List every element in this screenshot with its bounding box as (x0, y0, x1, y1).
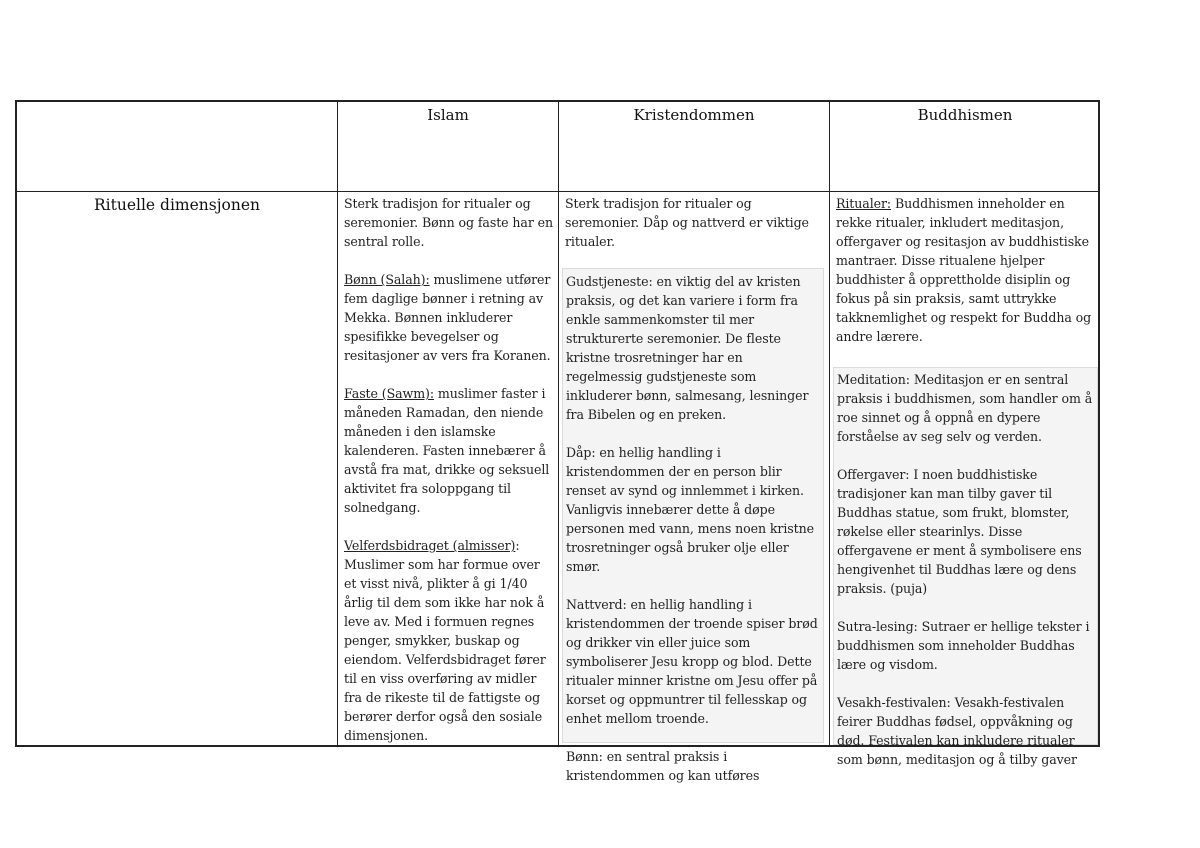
islam-faste-label: Faste (Sawm): (344, 386, 434, 401)
buddhismen-shaded-box (833, 367, 1098, 767)
buddhismen-offergaver: Offergaver: I noen buddhistiske tradisjoner kan man tilby gaver til Buddhas statue, som frukt, blomster, røkelse eller stearinlys. Disse offergavene er ment å symbolisere ens hengivenhet til Buddhas lære og dens praksis. (puja) (837, 467, 1082, 596)
column-divider-2 (558, 102, 559, 745)
islam-velferd-label: Velferdsbidraget (almisser) (344, 538, 516, 553)
islam-faste-text: muslimer faster i måneden Ramadan, den niende måneden i den islamske kalenderen. Fasten innebærer å avstå fra mat, drikke og seksuell aktivitet fra soloppgang til solnedgang. (344, 386, 550, 515)
islam-velferd (344, 536, 554, 745)
kristendommen-detail-cell (566, 272, 820, 785)
row-label-rituelle: Rituelle dimensjonen (94, 196, 260, 214)
header-islam: Islam (427, 106, 469, 124)
comparison-table (15, 100, 1100, 783)
kristendommen-dap: Dåp: en hellig handling i kristendommen der en person blir renset av synd og innlemmet i kirken. Vanligvis innebærer dette å døpe personen med vann, mens noen kristne trosretninger også bruker olje eller smør. (566, 445, 814, 574)
column-divider-1 (337, 102, 338, 745)
islam-cell (344, 194, 554, 745)
header-kristendommen: Kristendommen (633, 106, 755, 124)
buddhismen-ritualer-text: Buddhismen inneholder en rekke ritualer, inkludert meditasjon, offergaver og resitasjon av buddhistiske mantraer. Disse ritualene hjelper buddhister å opprettholde disiplin og fokus på sin praksis, samt uttrykke takknemlighet og respekt for Buddha og andre lærere. (836, 196, 1092, 344)
kristendommen-nattverd: Nattverd: en hellig handling i kristendommen der troende spiser brød og drikker vin eller juice som symboliserer Jesu kropp og blod. Dette ritualer minner kristne om Jesu offer på korset og oppmuntrer til fellesskap og enhet mellom troende. (566, 597, 818, 726)
islam-faste (344, 384, 554, 517)
kristendommen-bonn: Bønn: en sentral praksis i kristendommen og kan utføres (566, 749, 760, 783)
islam-bonn-text: muslimene utfører fem daglige bønner i retning av Mekka. Bønnen inkluderer spesifikke bevegelser og resitasjoner av vers fra Koranen. (344, 272, 551, 363)
header-buddhismen: Buddhismen (917, 106, 1013, 124)
kristendommen-shaded-box (562, 268, 824, 783)
buddhismen-vesakh: Vesakh-festivalen: Vesakh-festivalen feirer Buddhas fødsel, oppvåkning og død. Festivalen kan inkludere ritualer som bønn, meditasjon og å tilby gaver (837, 695, 1077, 767)
kristendommen-gudstjeneste: Gudstjeneste: en viktig del av kristen praksis, og det kan variere i form fra enkle sammenkomster til mer strukturerte seremonier. De fleste kristne trosretninger har en regelmessig gudstjeneste som inkluderer bønn, salmesang, lesninger fra Bibelen og en preken. (566, 274, 809, 422)
kristendommen-intro-cell (565, 194, 821, 251)
buddhismen-ritualer-label: Ritualer: (836, 196, 892, 211)
buddhismen-ritualer (836, 194, 1094, 346)
buddhismen-meditation: Meditation: Meditasjon er en sentral praksis i buddhismen, som handler om å roe sinnet og å oppnå en dypere forståelse av seg selv og verden. (837, 372, 1093, 444)
column-divider-3 (829, 102, 830, 745)
buddhismen-detail-cell (837, 370, 1095, 769)
islam-intro: Sterk tradisjon for ritualer og seremonier. Bønn og faste har en sentral rolle. (344, 196, 554, 249)
islam-bonn (344, 270, 554, 365)
buddhismen-sutra: Sutra-lesing: Sutraer er hellige tekster i buddhismen som inneholder Buddhas lære og visdom. (837, 619, 1090, 672)
kristendommen-intro: Sterk tradisjon for ritualer og seremonier. Dåp og nattverd er viktige ritualer. (565, 196, 809, 249)
buddhismen-intro-cell (836, 194, 1094, 346)
islam-bonn-label: Bønn (Salah): (344, 272, 430, 287)
islam-velferd-text: : Muslimer som har formue over et visst nivå, plikter å gi 1/40 årlig til dem som ikke har nok å leve av. Med i formuen regnes penger, smykker, buskap og eiendom. Velferdsbidraget fører til en viss overføring av midler fra de rikeste til de fattigste og berører derfor også den sosiale dimensjonen. (344, 538, 546, 743)
